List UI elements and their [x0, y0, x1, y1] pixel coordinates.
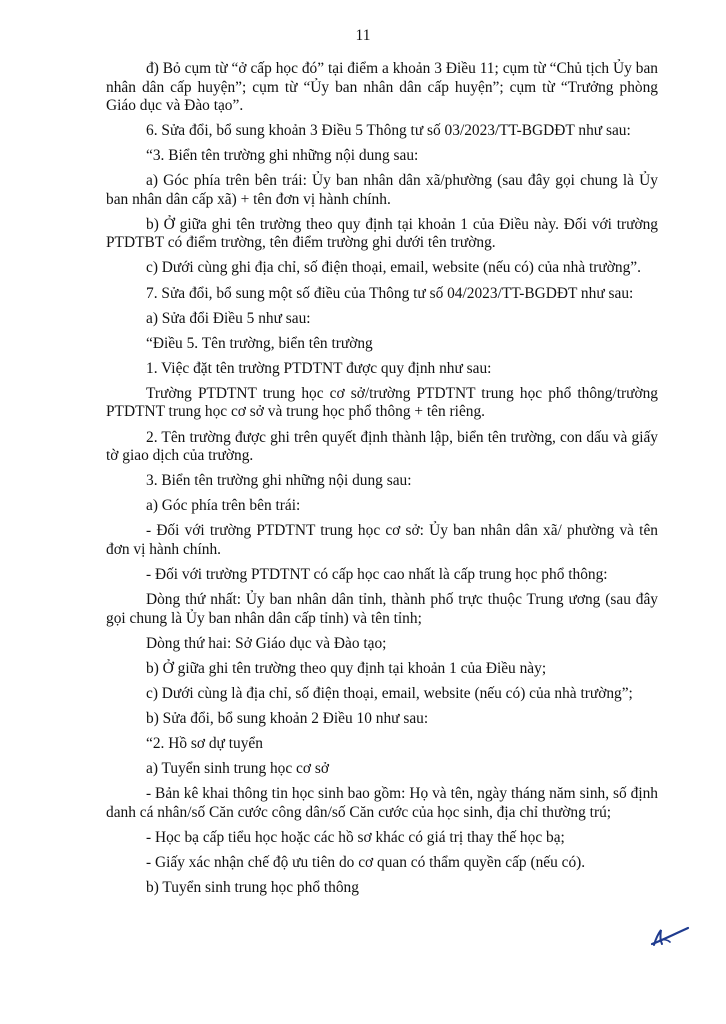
- paragraph-7: 7. Sửa đổi, bổ sung một số điều của Thông tư số 04/2023/TT-BGDĐT như sau:: [146, 284, 634, 302]
- paragraph-13: 3. Biển tên trường ghi những nội dung sau:: [146, 472, 412, 490]
- paragraph-27: b) Tuyển sinh trung học phổ thông: [146, 878, 359, 896]
- paragraph-2: 6. Sửa đổi, bổ sung khoản 3 Điều 5 Thông tư số 03/2023/TT-BGDĐT như sau:: [146, 122, 631, 140]
- paragraph-20: c) Dưới cùng là địa chỉ, số điện thoại, email, website (nếu có) của nhà trường”;: [146, 684, 633, 702]
- paragraph-6: c) Dưới cùng ghi địa chỉ, số điện thoại, email, website (nếu có) của nhà trường”.: [146, 259, 641, 277]
- paragraph-25: - Học bạ cấp tiểu học hoặc các hồ sơ khác có giá trị thay thế học bạ;: [146, 828, 565, 846]
- paragraph-24: - Bản kê khai thông tin học sinh bao gồm: Họ và tên, ngày tháng năm sinh, số định danh cá nhân/số Căn cước công dân/số Căn cước của học sinh, địa chỉ thường trú;: [106, 785, 658, 821]
- paragraph-18: Dòng thứ hai: Sở Giáo dục và Đào tạo;: [146, 634, 387, 652]
- page-number: 11: [355, 27, 371, 44]
- paragraph-11: Trường PTDTNT trung học cơ sở/trường PTDTNT trung học phổ thông/trường PTDTNT trung học cơ sở và trung học phổ thông + tên riêng.: [106, 384, 658, 421]
- paragraph-3: “3. Biển tên trường ghi những nội dung sau:: [146, 147, 419, 165]
- paragraph-8: a) Sửa đổi Điều 5 như sau:: [146, 309, 311, 327]
- paragraph-26: - Giấy xác nhận chế độ ưu tiên do cơ quan có thẩm quyền cấp (nếu có).: [146, 853, 586, 871]
- paragraph-10: 1. Việc đặt tên trường PTDTNT được quy định như sau:: [146, 359, 492, 377]
- paragraph-12: 2. Tên trường được ghi trên quyết định thành lập, biển tên trường, con dấu và giấy tờ giao dịch của trường.: [106, 428, 658, 465]
- paragraph-15: - Đối với trường PTDTNT trung học cơ sở: Ủy ban nhân dân xã/ phường và tên đơn vị hành chính.: [106, 522, 658, 558]
- paragraph-19: b) Ở giữa ghi tên trường theo quy định tại khoản 1 của Điều này;: [146, 659, 547, 677]
- paragraph-5: b) Ở giữa ghi tên trường theo quy định tại khoản 1 của Điều này. Đối với trường PTDTBT có điểm trường, tên điểm trường ghi dưới tên trường.: [106, 215, 658, 252]
- paragraph-16: - Đối với trường PTDTNT có cấp học cao nhất là cấp trung học phổ thông:: [146, 565, 608, 583]
- paragraph-23: a) Tuyển sinh trung học cơ sở: [146, 760, 330, 778]
- document-body: [106, 60, 658, 904]
- initial-signature-mark: [646, 920, 692, 950]
- paragraph-1: đ) Bỏ cụm từ “ở cấp học đó” tại điểm a khoản 3 Điều 11; cụm từ “Chủ tịch Ủy ban nhân dân cấp huyện”; cụm từ “Ủy ban nhân dân cấp huyện”; cụm từ “Trưởng phòng Giáo dục và Đào tạo”.: [106, 60, 658, 114]
- paragraph-14: a) Góc phía trên bên trái:: [146, 497, 301, 515]
- paragraph-22: “2. Hồ sơ dự tuyển: [146, 734, 263, 752]
- paragraph-4: a) Góc phía trên bên trái: Ủy ban nhân dân xã/phường (sau đây gọi chung là Ủy ban nhân dân cấp xã) + tên đơn vị hành chính.: [106, 172, 658, 208]
- paragraph-9: “Điều 5. Tên trường, biển tên trường: [146, 334, 373, 352]
- paragraph-21: b) Sửa đổi, bổ sung khoản 2 Điều 10 như sau:: [146, 709, 429, 727]
- paragraph-17: Dòng thứ nhất: Ủy ban nhân dân tỉnh, thành phố trực thuộc Trung ương (sau đây gọi chung là Ủy ban nhân dân cấp tỉnh) và tên tỉnh;: [106, 591, 658, 627]
